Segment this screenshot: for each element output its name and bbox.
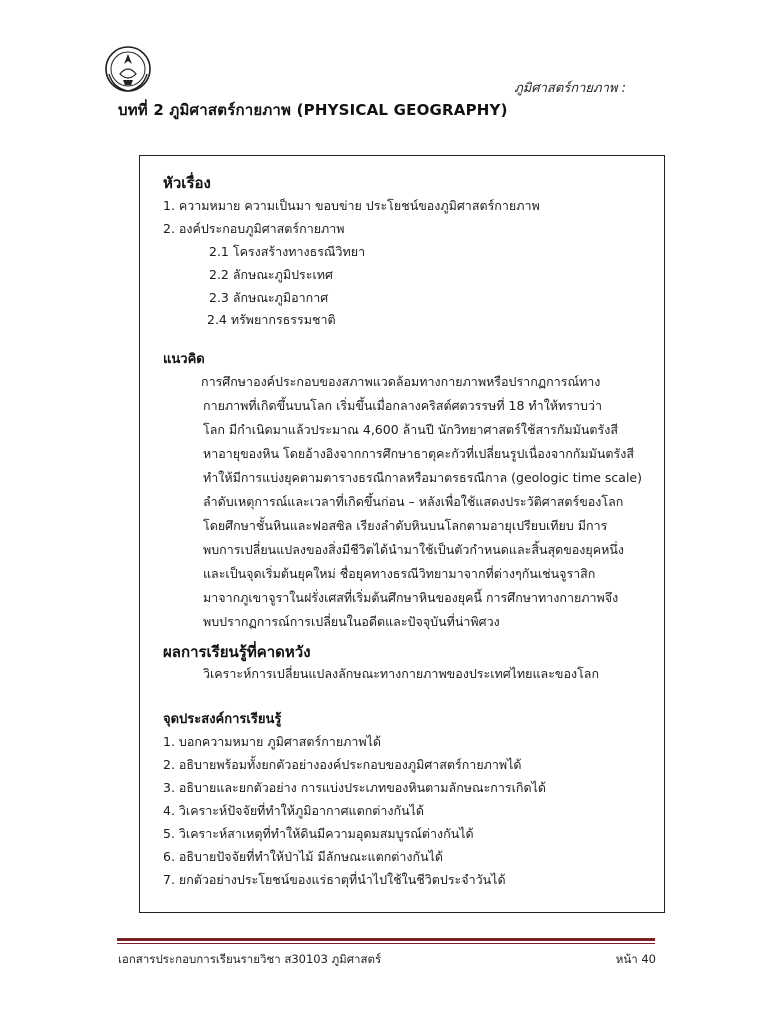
objective-item: 5. วิเคราะห์สาเหตุที่ทำให้ดินมีความอุดมสมบูรณ์ต่างกันได้: [163, 826, 474, 841]
topics-heading: หัวเรื่อง: [163, 174, 211, 192]
objective-item: 3. อธิบายและยกตัวอย่าง การแบ่งประเภทของหินตามลักษณะการเกิดได้: [163, 780, 546, 795]
concept-line: และเป็นจุดเริ่มต้นยุคใหม่ ชื่อยุคทางธรณีวิทยามาจากที่ต่างๆกันเช่นจูราสิก: [203, 566, 596, 581]
footer-document-title: เอกสารประกอบการเรียนรายวิชา ส30103 ภูมิศาสตร์: [118, 952, 382, 966]
topic-item: 1. ความหมาย ความเป็นมา ขอบข่าย ประโยชน์ของภูมิศาสตร์กายภาพ: [163, 198, 540, 213]
footer-rule: [117, 938, 655, 941]
objective-item: 4. วิเคราะห์ปัจจัยที่ทำให้ภูมิอากาศแตกต่างกันได้: [163, 803, 425, 818]
chapter-title: บทที่ 2 ภูมิศาสตร์กายภาพ (PHYSICAL GEOGRAPHY): [118, 101, 508, 119]
concept-line: มาจากภูเขาจูราในฝรั่งเศสที่เริ่มต้นศึกษาหินของยุคนี้ การศึกษาทางกายภาพจึง: [203, 590, 619, 605]
concept-line: โลก มีกำเนิดมาแล้วประมาณ 4,600 ล้านปี นักวิทยาศาสตร์ใช้สารกัมมันตรังสี: [203, 422, 618, 437]
concept-heading: แนวคิด: [163, 352, 205, 367]
objective-item: 1. บอกความหมาย ภูมิศาสตร์กายภาพได้: [163, 734, 382, 749]
concept-line: การศึกษาองค์ประกอบของสภาพแวดล้อมทางกายภาพหรือปรากฏการณ์ทาง: [201, 374, 601, 389]
topic-subitem: 2.2 ลักษณะภูมิประเทศ: [209, 267, 333, 282]
concept-line: ทำให้มีการแบ่งยุคตามตารางธรณีกาลหรือมาตรธรณีกาล (geologic time scale): [203, 470, 642, 485]
topic-subitem: 2.1 โครงสร้างทางธรณีวิทยา: [209, 244, 366, 259]
topic-item: 2. องค์ประกอบภูมิศาสตร์กายภาพ: [163, 221, 345, 236]
footer-page-number: หน้า 40: [615, 952, 656, 966]
topic-subitem: 2.4 ทรัพยากรธรรมชาติ: [207, 312, 336, 327]
concept-line: หาอายุของหิน โดยอ้างอิงจากการศึกษาธาตุคะกัวที่เปลี่ยนรูปเนื่องจากกัมมันตรังสี: [203, 446, 634, 461]
objective-item: 2. อธิบายพร้อมทั้งยกตัวอย่างองค์ประกอบของภูมิศาสตร์กายภาพได้: [163, 757, 522, 772]
objectives-heading: จุดประสงค์การเรียนรู้: [163, 712, 282, 727]
concept-line: ลำดับเหตุการณ์และเวลาที่เกิดขึ้นก่อน – หลังเพื่อใช้แสดงประวัติศาสตร์ของโลก: [203, 494, 624, 509]
concept-line: โดยศึกษาชั้นหินและฟอสซิล เรียงลำดับหินบนโลกตามอายุเปรียบเทียบ มีการ: [203, 518, 608, 533]
school-emblem-icon: [103, 44, 153, 94]
concept-line: พบการเปลี่ยนแปลงของสิ่งมีชีวิตได้นำมาใช้เป็นตัวกำหนดและสิ้นสุดของยุคหนึ่ง: [203, 542, 624, 557]
concept-line: กายภาพที่เกิดขึ้นบนโลก เริ่มขึ้นเมื่อกลางคริสต์ศตวรรษที่ 18 ทำให้ทราบว่า: [203, 398, 602, 413]
subject-tag: ภูมิศาสตร์กายภาพ :: [514, 81, 626, 96]
objective-item: 7. ยกตัวอย่างประโยชน์ของแร่ธาตุที่นำไปใช้ในชีวิตประจำวันได้: [163, 872, 506, 887]
expected-outcome-heading: ผลการเรียนรู้ที่คาดหวัง: [163, 643, 311, 661]
topic-subitem: 2.3 ลักษณะภูมิอากาศ: [209, 290, 329, 305]
footer-rule: [117, 943, 655, 944]
expected-outcome-text: วิเคราะห์การเปลี่ยนแปลงลักษณะทางกายภาพของประเทศไทยและของโลก: [203, 666, 600, 681]
objective-item: 6. อธิบายปัจจัยที่ทำให้ป่าไม้ มีลักษณะแตกต่างกันได้: [163, 849, 444, 864]
concept-line: พบปรากฏการณ์การเปลี่ยนในอดีตและปัจจุบันที่น่าพิศวง: [203, 614, 500, 629]
